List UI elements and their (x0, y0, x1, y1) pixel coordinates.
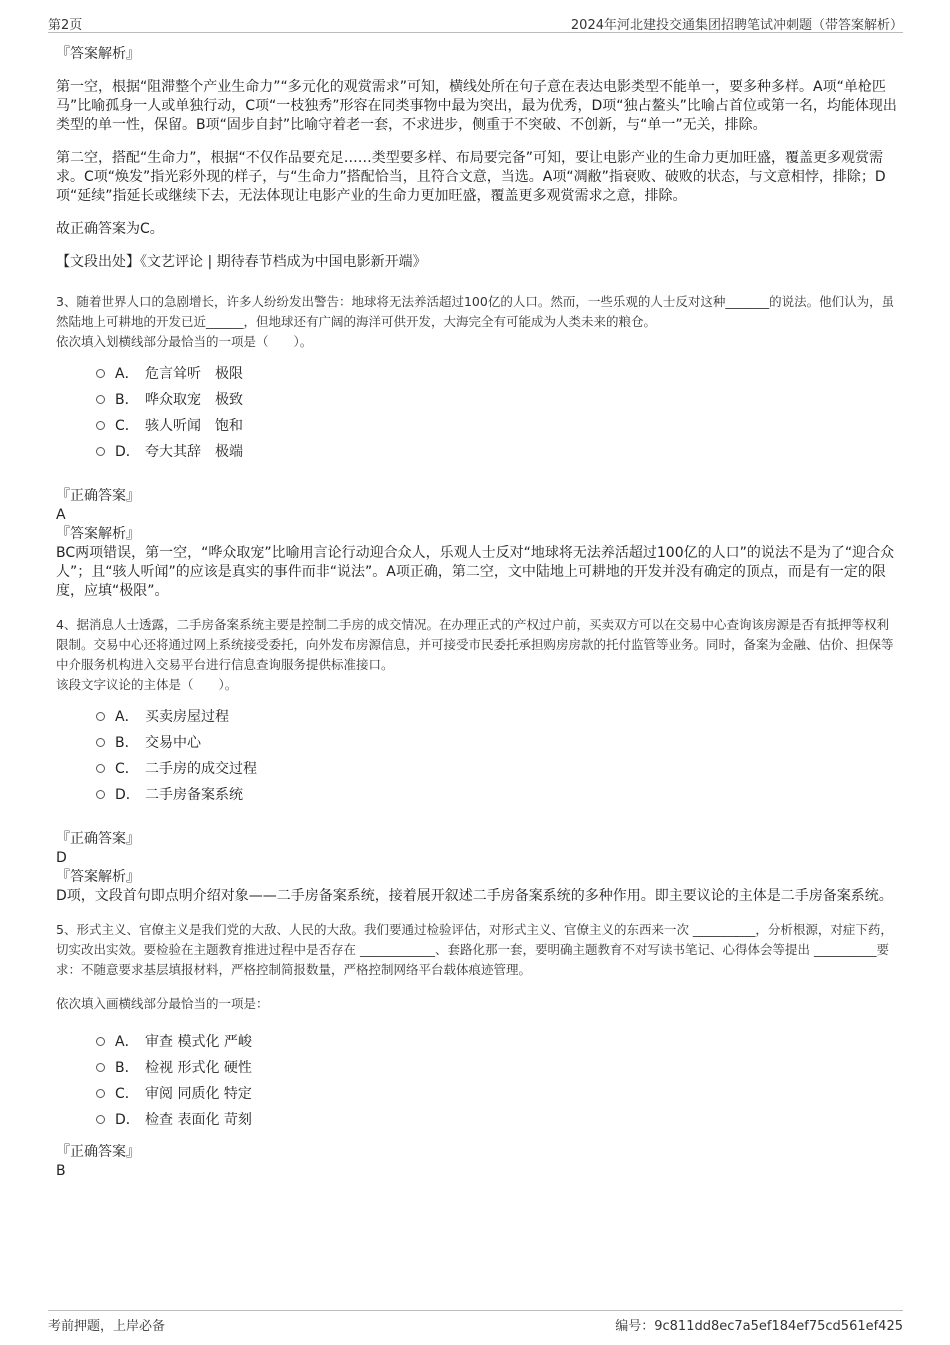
analysis-text: BC两项错误，第一空，“哗众取宠”比喻用言论行动迎合众人，乐观人士反对“地球将无法养活超过100亿的人口”的说法不是为了“迎合众人”；且“骇人听闻”的应该是真实的事件而非“说法”。A项正确，第二空，文中陆地上可耕地的开发并没有确定的顶点，而是有一定的限度，应填“极限”。 (56, 545, 895, 599)
footer-slogan: 考前押题，上岸必备 (48, 1319, 166, 1334)
radio-icon[interactable] (96, 764, 105, 773)
page-header (48, 12, 903, 33)
radio-icon[interactable] (96, 447, 105, 456)
option-d[interactable]: D． 夸大其辞 极端 (96, 438, 899, 464)
question-block (56, 920, 899, 1180)
radio-icon[interactable] (96, 790, 105, 799)
page-content (56, 44, 899, 1180)
radio-icon[interactable] (96, 1089, 105, 1098)
answer-title: 『正确答案』 (56, 488, 140, 504)
answer-title: 『正确答案』 (56, 831, 140, 847)
question-stem: 4、据消息人士透露，二手房备案系统主要是控制二手房的成交情况。在办理正式的产权过户前，买卖双方可以在交易中心查询该房源是否有抵押等权利限制。交易中心还将通过网上系统接受委托，向外发布房源信息，并可接受市民委托承担购房房款的托付监管等业务。同时，备案为金融、估价、担保等中介服务机构进入交易平台进行信息查询服务提供标准接口。 (56, 617, 894, 672)
analysis-paragraph: 第一空，根据“阻滞整个产业生命力”“多元化的观赏需求”可知，横线处所在句子意在表达电影类型不能单一，要多种多样。A项“单枪匹马”比喻孤身一人或单独行动，C项“一枝独秀”形容在同类事物中最为突出，最为优秀，D项“独占鳌头”比喻占首位或第一名，均能体现出类型的单一性，保留。B项“固步自封”比喻守着老一套，不求进步，侧重于不突破、不创新，与“单一”无关，排除。 (56, 79, 897, 133)
analysis-title: 『答案解析』 (56, 869, 140, 885)
radio-icon[interactable] (96, 712, 105, 721)
option-c[interactable]: C． 骇人听闻 饱和 (96, 412, 899, 438)
analysis-conclusion: 故正确答案为C。 (56, 221, 164, 237)
option-a[interactable]: A． 审查 模式化 严峻 (96, 1028, 899, 1054)
options-list (96, 1028, 899, 1132)
question-prompt: 依次填入划横线部分最恰当的一项是（ ）。 (56, 334, 313, 349)
page-number: 第2页 (48, 18, 83, 33)
question-prompt: 该段文字议论的主体是（ ）。 (56, 677, 238, 692)
radio-icon[interactable] (96, 738, 105, 747)
radio-icon[interactable] (96, 369, 105, 378)
correct-answer: B (56, 1163, 66, 1179)
question-stem: 5、形式主义、官僚主义是我们党的大敌、人民的大敌。我们要通过检验评估，对形式主义、官僚主义的东西来一次 __________，分析根源，对症下药，切实改出实效。要检验在主题教育推进过程中是否存在 ____________、套路化那一套，要明确主题教育不对写读书笔记、心得体会等提出 __________要求：不随意要求基层填报材料，严格控制简报数量，严格控制网络平台载体痕迹管理。 (56, 922, 893, 977)
radio-icon[interactable] (96, 1115, 105, 1124)
option-b[interactable]: B． 哗众取宠 极致 (96, 386, 899, 412)
option-b[interactable]: B． 交易中心 (96, 729, 899, 755)
source-citation: 【文段出处】《文艺评论 | 期待春节档成为中国电影新开端》 (56, 254, 427, 270)
analysis-title: 『答案解析』 (56, 46, 140, 62)
question-stem: 3、随着世界人口的急剧增长，许多人纷纷发出警告：地球将无法养活超过100亿的人口。然而，一些乐观的人士反对这种_______的说法。他们认为，虽然陆地上可耕地的开发已近______，但地球还有广阔的海洋可供开发，大海完全有可能成为人类未来的粮仓。 (56, 294, 895, 329)
document-id: 编号：9c811dd8ec7a5ef184ef75cd561ef425 (615, 1319, 903, 1334)
analysis-title: 『答案解析』 (56, 526, 140, 542)
question-prompt: 依次填入画横线部分最恰当的一项是： (56, 996, 269, 1011)
option-a[interactable]: A． 买卖房屋过程 (96, 703, 899, 729)
option-d[interactable]: D． 二手房备案系统 (96, 781, 899, 807)
option-c[interactable]: C． 二手房的成交过程 (96, 755, 899, 781)
radio-icon[interactable] (96, 395, 105, 404)
question-block (56, 615, 899, 906)
options-list (96, 703, 899, 807)
correct-answer: A (56, 507, 66, 523)
correct-answer: D (56, 850, 67, 866)
radio-icon[interactable] (96, 1037, 105, 1046)
radio-icon[interactable] (96, 421, 105, 430)
option-d[interactable]: D． 检查 表面化 苛刻 (96, 1106, 899, 1132)
options-list (96, 360, 899, 464)
option-a[interactable]: A． 危言耸听 极限 (96, 360, 899, 386)
page-footer (48, 1310, 903, 1334)
question-block (56, 292, 899, 601)
document-title: 2024年河北建投交通集团招聘笔试冲刺题（带答案解析） (570, 18, 903, 33)
analysis-paragraph: 第二空，搭配“生命力”，根据“不仅作品要充足……类型要多样、布局要完备”可知，要让电影产业的生命力更加旺盛，覆盖更多观赏需求。C项“焕发”指光彩外现的样子，与“生命力”搭配恰当，且符合文意，当选。A项“凋敝”指衰败、破败的状态，与文意相悖，排除；D项“延续”指延长或继续下去，无法体现让电影产业的生命力更加旺盛，覆盖更多观赏需求之意，排除。 (56, 150, 886, 204)
option-b[interactable]: B． 检视 形式化 硬性 (96, 1054, 899, 1080)
radio-icon[interactable] (96, 1063, 105, 1072)
option-c[interactable]: C． 审阅 同质化 特定 (96, 1080, 899, 1106)
analysis-text: D项，文段首句即点明介绍对象——二手房备案系统，接着展开叙述二手房备案系统的多种作用。即主要议论的主体是二手房备案系统。 (56, 888, 893, 904)
answer-title: 『正确答案』 (56, 1144, 140, 1160)
